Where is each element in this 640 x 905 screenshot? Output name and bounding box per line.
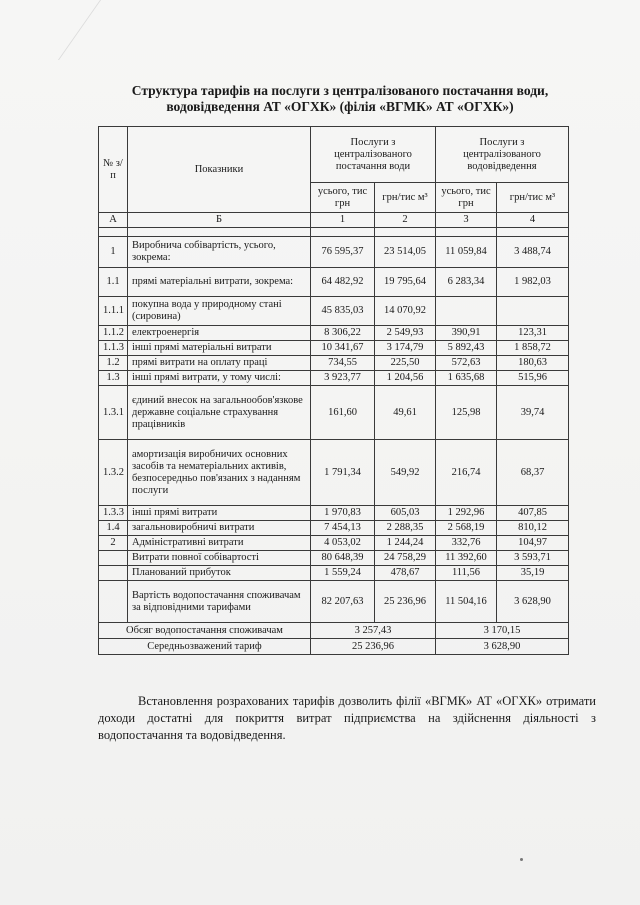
- water-per-m3-cell: 24 758,29: [375, 551, 436, 566]
- water-per-m3-cell: 1 244,24: [375, 536, 436, 551]
- row-label: покупна вода у природному стані (сировина): [128, 297, 311, 326]
- spacer-cell: [375, 228, 436, 237]
- title-line-2: водовідведення АТ «ОГХК» (філія «ВГМК» АТ «ОГХК»): [166, 99, 514, 114]
- avg-tariff-label: Середньозважений тариф: [99, 639, 311, 655]
- water-total-cell: 64 482,92: [311, 268, 375, 297]
- drain-total-cell: 572,63: [436, 356, 497, 371]
- table-row: [99, 326, 569, 341]
- spacer-cell: [436, 228, 497, 237]
- drain-per-m3-cell: 1 982,03: [497, 268, 569, 297]
- row-number: 1.3.1: [99, 386, 128, 440]
- table-row: [99, 268, 569, 297]
- table-row: [99, 341, 569, 356]
- water-total-cell: 10 341,67: [311, 341, 375, 356]
- letter-cell: А: [99, 213, 128, 228]
- drain-per-m3-cell: [497, 297, 569, 326]
- water-per-m3-cell: 3 174,79: [375, 341, 436, 356]
- drain-total-cell: 6 283,34: [436, 268, 497, 297]
- spacer-cell: [99, 228, 128, 237]
- drain-total-cell: 11 059,84: [436, 237, 497, 268]
- water-total-cell: 734,55: [311, 356, 375, 371]
- spacer-cell: [311, 228, 375, 237]
- drain-per-m3-cell: 180,63: [497, 356, 569, 371]
- header-drain-total: усього, тис грн: [436, 183, 497, 213]
- drain-total-cell: 11 392,60: [436, 551, 497, 566]
- row-number: 1: [99, 237, 128, 268]
- water-per-m3-cell: 605,03: [375, 506, 436, 521]
- row-label: Виробнича собівартість, усього, зокрема:: [128, 237, 311, 268]
- header-water-per-m3: грн/тис м³: [375, 183, 436, 213]
- letter-cell: 2: [375, 213, 436, 228]
- drain-per-m3-cell: 123,31: [497, 326, 569, 341]
- drain-per-m3-cell: 104,97: [497, 536, 569, 551]
- water-per-m3-cell: 25 236,96: [375, 581, 436, 623]
- row-number: 1.3.3: [99, 506, 128, 521]
- drain-per-m3-cell: 3 628,90: [497, 581, 569, 623]
- water-per-m3-cell: 549,92: [375, 440, 436, 506]
- drain-total-cell: 1 292,96: [436, 506, 497, 521]
- table-row: [99, 551, 569, 566]
- row-label: електроенергія: [128, 326, 311, 341]
- row-number: 1.3: [99, 371, 128, 386]
- avg-tariff-drain-value: 3 628,90: [436, 639, 569, 655]
- row-number: 1.3.2: [99, 440, 128, 506]
- row-number: 1.1.1: [99, 297, 128, 326]
- volume-water-value: 3 257,43: [311, 623, 436, 639]
- drain-total-cell: 2 568,19: [436, 521, 497, 536]
- row-label: прямі витрати на оплату праці: [128, 356, 311, 371]
- drain-per-m3-cell: 39,74: [497, 386, 569, 440]
- row-number: 2: [99, 536, 128, 551]
- drain-per-m3-cell: 3 488,74: [497, 237, 569, 268]
- table-row: [99, 297, 569, 326]
- water-total-cell: 80 648,39: [311, 551, 375, 566]
- water-total-cell: 45 835,03: [311, 297, 375, 326]
- row-label: прямі матеріальні витрати, зокрема:: [128, 268, 311, 297]
- row-label: Витрати повної собівартості: [128, 551, 311, 566]
- water-per-m3-cell: 2 549,93: [375, 326, 436, 341]
- row-number: [99, 551, 128, 566]
- spacer-cell: [128, 228, 311, 237]
- water-per-m3-cell: 478,67: [375, 566, 436, 581]
- table-row: [99, 386, 569, 440]
- drain-total-cell: [436, 297, 497, 326]
- header-drain-per-m3: грн/тис м³: [497, 183, 569, 213]
- drain-total-cell: 11 504,16: [436, 581, 497, 623]
- header-drainage: Послуги з централізованого водовідведення: [436, 127, 569, 183]
- table-row: [99, 371, 569, 386]
- water-total-cell: 7 454,13: [311, 521, 375, 536]
- header-indicators: Показники: [128, 127, 311, 213]
- scan-speck: [520, 858, 523, 861]
- water-total-cell: 3 923,77: [311, 371, 375, 386]
- table-row: [99, 581, 569, 623]
- row-number: 1.4: [99, 521, 128, 536]
- volume-drain-value: 3 170,15: [436, 623, 569, 639]
- drain-total-cell: 111,56: [436, 566, 497, 581]
- row-label: інші прямі витрати, у тому числі:: [128, 371, 311, 386]
- drain-total-cell: 216,74: [436, 440, 497, 506]
- water-total-cell: 76 595,37: [311, 237, 375, 268]
- row-label: інші прямі матеріальні витрати: [128, 341, 311, 356]
- spacer-cell: [497, 228, 569, 237]
- drain-per-m3-cell: 68,37: [497, 440, 569, 506]
- water-per-m3-cell: 49,61: [375, 386, 436, 440]
- drain-total-cell: 390,91: [436, 326, 497, 341]
- drain-per-m3-cell: 810,12: [497, 521, 569, 536]
- drain-total-cell: 1 635,68: [436, 371, 497, 386]
- title-line-1: Структура тарифів на послуги з централізованого постачання води,: [131, 83, 549, 98]
- row-number: 1.1: [99, 268, 128, 297]
- row-label: загальновиробничі витрати: [128, 521, 311, 536]
- water-total-cell: 161,60: [311, 386, 375, 440]
- row-number: 1.2: [99, 356, 128, 371]
- row-label: інші прямі витрати: [128, 506, 311, 521]
- document-title: [100, 83, 580, 115]
- table-row: [99, 506, 569, 521]
- volume-label: Обсяг водопостачання споживачам: [99, 623, 311, 639]
- header-water-supply: Послуги з централізованого постачання води: [311, 127, 436, 183]
- drain-total-cell: 5 892,43: [436, 341, 497, 356]
- volume-row: [99, 623, 569, 639]
- water-total-cell: 8 306,22: [311, 326, 375, 341]
- row-label: єдиний внесок на загальнообов'язкове державне соціальне страхування працівників: [128, 386, 311, 440]
- row-number: 1.1.3: [99, 341, 128, 356]
- drain-total-cell: 332,76: [436, 536, 497, 551]
- row-number: 1.1.2: [99, 326, 128, 341]
- water-per-m3-cell: 225,50: [375, 356, 436, 371]
- letter-cell: 4: [497, 213, 569, 228]
- water-per-m3-cell: 2 288,35: [375, 521, 436, 536]
- drain-per-m3-cell: 3 593,71: [497, 551, 569, 566]
- water-per-m3-cell: 19 795,64: [375, 268, 436, 297]
- table-row: [99, 440, 569, 506]
- header-number: № з/п: [99, 127, 128, 213]
- table-row: [99, 566, 569, 581]
- water-total-cell: 4 053,02: [311, 536, 375, 551]
- water-total-cell: 82 207,63: [311, 581, 375, 623]
- avg-tariff-water-value: 25 236,96: [311, 639, 436, 655]
- table-row: [99, 536, 569, 551]
- water-total-cell: 1 559,24: [311, 566, 375, 581]
- drain-per-m3-cell: 407,85: [497, 506, 569, 521]
- row-number: [99, 581, 128, 623]
- water-per-m3-cell: 14 070,92: [375, 297, 436, 326]
- conclusion-paragraph: Встановлення розрахованих тарифів дозволить філії «ВГМК» АТ «ОГХК» отримати доходи достатні для покриття витрат підприємства на здійснення діяльності з водопостачання та водовідведення.: [98, 694, 596, 742]
- letter-cell: 1: [311, 213, 375, 228]
- drain-per-m3-cell: 1 858,72: [497, 341, 569, 356]
- header-water-total: усього, тис грн: [311, 183, 375, 213]
- page-fold-mark: [0, 0, 101, 60]
- drain-per-m3-cell: 515,96: [497, 371, 569, 386]
- table-row: [99, 237, 569, 268]
- row-label: амортизація виробничих основних засобів та нематеріальних активів, безпосередньо пов'язаних з наданням послуги: [128, 440, 311, 506]
- table-row: [99, 356, 569, 371]
- water-total-cell: 1 970,83: [311, 506, 375, 521]
- row-label: Планований прибуток: [128, 566, 311, 581]
- row-label: Вартість водопостачання споживачам за відповідними тарифами: [128, 581, 311, 623]
- drain-total-cell: 125,98: [436, 386, 497, 440]
- table-row: [99, 521, 569, 536]
- drain-per-m3-cell: 35,19: [497, 566, 569, 581]
- water-per-m3-cell: 23 514,05: [375, 237, 436, 268]
- letter-cell: Б: [128, 213, 311, 228]
- average-tariff-row: [99, 639, 569, 655]
- water-per-m3-cell: 1 204,56: [375, 371, 436, 386]
- letter-cell: 3: [436, 213, 497, 228]
- tariff-structure-table: [98, 126, 569, 655]
- water-total-cell: 1 791,34: [311, 440, 375, 506]
- row-label: Адміністративні витрати: [128, 536, 311, 551]
- row-number: [99, 566, 128, 581]
